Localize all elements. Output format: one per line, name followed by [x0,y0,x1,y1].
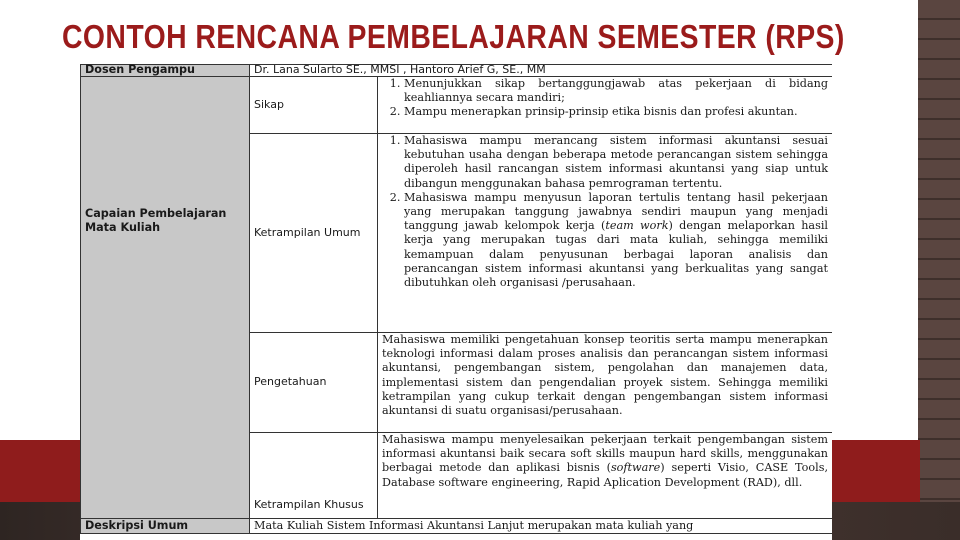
dosen-label: Dosen Pengampu [81,65,250,77]
ketrampilan-umum-content [378,134,833,333]
ketrampilan-umum-list [382,134,828,290]
pengetahuan-label: Pengetahuan [250,333,378,433]
sikap-content [378,77,833,134]
brick-wall-background [918,0,960,540]
table-row-sikap [81,77,833,134]
sikap-list [382,77,828,120]
list-item: 1. Mahasiswa mampu merancang sistem informasi akuntansi sesuai kebutuhan usaha dengan beberapa metode perancangan sistem sehingga diperoleh hasil rancangan sistem informasi akuntansi yang siap untuk dibangun menggunakan bahasa pemrograman tertentu. [404,134,828,191]
deskripsi-content: Mata Kuliah Sistem Informasi Akuntansi Lanjut merupakan mata kuliah yang [250,519,833,534]
capaian-label-text: Capaian Pembelajaran Mata Kuliah [85,207,227,235]
sikap-label: Sikap [250,77,378,134]
table-row-dosen [81,65,833,77]
pengetahuan-text: Mahasiswa memiliki pengetahuan konsep teoritis serta mampu menerapkan teknologi informasi dalam proses analisis dan perancangan sistem informasi akuntansi, pengembangan sistem, pengolahan dan manajemen data, implementasi sistem dan pengendalian proyek sistem. Sehingga memiliki ketrampilan yang cukup terkait dengan pengembangan sistem informasi akuntansi di suatu organisasi/perusahaan. [382,333,828,418]
deskripsi-label: Deskripsi Umum [81,519,250,534]
list-item: 1. Menunjukkan sikap bertanggungjawab atas pekerjaan di bidang keahliannya secara mandiri; [404,77,828,105]
capaian-label [81,77,250,519]
pengetahuan-content [378,333,833,433]
rps-document [80,64,832,540]
ketrampilan-umum-label: Ketrampilan Umum [250,134,378,333]
team-work-term: team work [605,219,669,233]
software-term: software [610,461,661,475]
list-item: 2. Mahasiswa mampu menyusun laporan tertulis tentang hasil pekerjaan yang merupakan tanggung jawabnya sendiri maupun yang menjadi tanggung jawab kelompok kerja (team work) dengan melaporkan hasil kerja yang merupakan tugas dari mata kuliah, sehingga memiliki kemampuan dalam penyusunan berbagai laporan analisis dan perancangan sistem informasi akuntansi yang berkualitas yang sangat dibutuhkan oleh organisasi /perusahaan. [404,191,828,290]
slide-title: CONTOH RENCANA PEMBELAJARAN SEMESTER (RPS) [62,18,845,55]
ketrampilan-khusus-text: Mahasiswa mampu menyelesaikan pekerjaan terkait pengembangan sistem informasi akuntansi baik secara soft skills maupun hard skills, menggunakan berbagai metode dan aplikasi bisnis (software) seperti Visio, CASE Tools, Database software engineering, Rapid Aplication Development (RAD), dll. [382,433,828,489]
ketrampilan-khusus-content [378,433,833,519]
rps-table [80,64,832,534]
ketrampilan-khusus-label: Ketrampilan Khusus [250,433,378,519]
list-item: 2. Mampu menerapkan prinsip-prinsip etika bisnis dan profesi akuntan. [404,105,828,119]
dosen-value: Dr. Lana Sularto SE., MMSI , Hantoro Arief G, SE., MM [250,65,833,77]
table-row-deskripsi [81,519,833,534]
